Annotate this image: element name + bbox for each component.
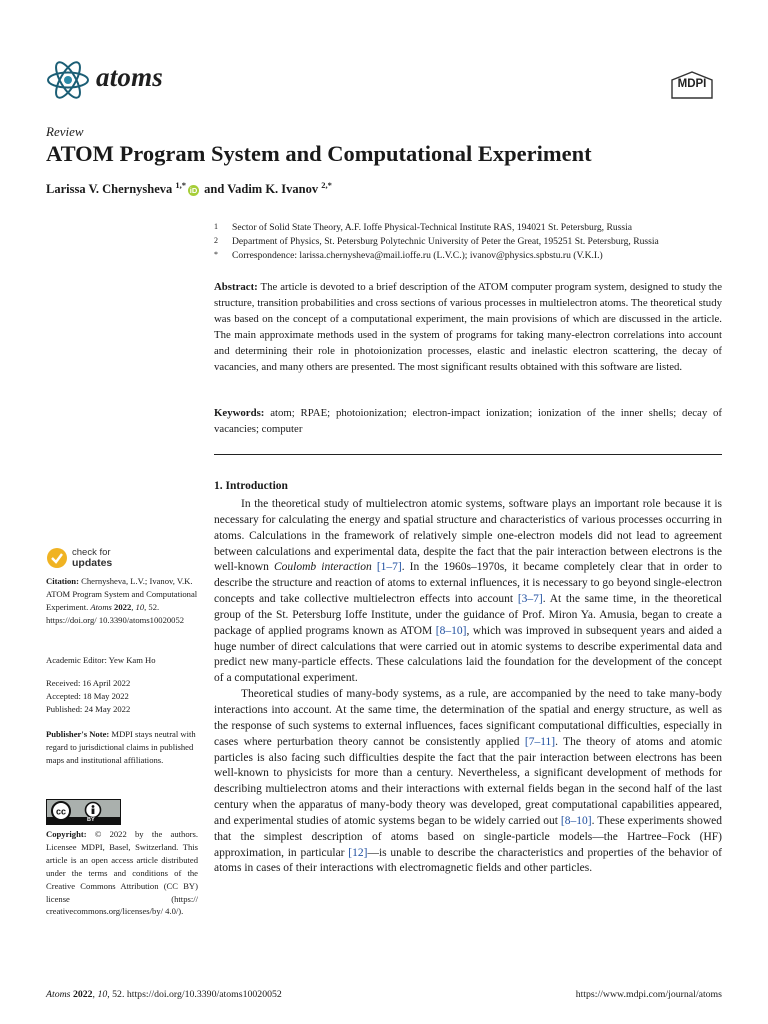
publisher-logo [668,70,716,100]
orcid-icon[interactable]: iD [189,186,198,196]
citation-link[interactable]: [12] [348,846,368,859]
check-for-label: check for [72,547,111,558]
check-for-updates-button[interactable] [46,544,166,574]
publishers-note-label: Publisher's Note: [46,729,110,739]
keywords-text: atom; RPAE; photoionization; electron-impact ionization; ionization of the inner shells; decay of vacancies; computer [214,407,723,435]
creative-commons-icon [47,800,120,824]
footer-journal-url[interactable]: https://www.mdpi.com/journal/atoms [575,989,722,1000]
paragraph-2: Theoretical studies of many-body systems, as a rule, are accompanied by the need to take many-body interactions into account. At the same time, the determination of the spatial and energy structure, as well as the response of such systems to external influences, faces significant computational difficulties, especially in cases where perturbation theory cannot be consistently applied [7–11]. The theory of atoms and atomic particles is also facing such difficulties despite the fact that the pair interaction between electrons has been well-known to physicists for more than a century. Nevertheless, a significant development of methods for describing multielectron atoms and their interactions with external fields began in the second half of the last century when the apparatus of many-body theory was developed, great computational capabilities appeared, and experimental studies of atomic systems began to be widely carried out [8–10]. These experiments showed that the simplest description of atoms based on single-particle models—the Hartree–Fock (HF) approximation, in particular [12]—is unable to describe the characteristics and properties of the behavior of atoms in cases of their interactions with electromagnetic fields and other particles. [214,688,723,875]
received-date: Received: 16 April 2022 [46,678,131,688]
author-joiner: and [204,182,225,197]
citation-label: Citation: [46,576,79,586]
journal-logo [46,60,286,100]
affiliation-text: Department of Physics, St. Petersburg Polytechnic University of Peter the Great, 195251 St. Petersburg, Russia [232,236,659,247]
published-date: Published: 24 May 2022 [46,704,131,714]
abstract-text: The article is devoted to a brief description of the ATOM computer program system, designed to study the structure, transition probabilities and cross sections of various processes in multielectron atoms. The theoretical study was based on the concept of a computational experiment, the main provisions of which are discussed in the article. The main approximate methods used in the system of programs for taking many-electron correlations into account and determining their role in photoionization processes, elastic and inelastic electron scattering, the decay of vacancies, and many others are presented. The most significant results obtained with this software are listed. [214,281,722,373]
citation-link[interactable]: [8–10] [560,814,592,827]
abstract [214,279,722,375]
citation-link[interactable]: [1–7] [376,561,402,574]
italic-term: Coulomb interaction [274,561,372,574]
journal-name: atoms [96,62,164,92]
academic-editor: Academic Editor: Yew Kam Ho [46,655,156,665]
keywords [214,405,722,437]
citation-doi[interactable]: , 52. https://doi.org/ 10.3390/atoms10020052 [46,601,185,625]
cc-by-label: BY [87,817,95,823]
affiliation-text: Sector of Solid State Theory, A.F. Ioffe Physical-Technical Institute RAS, 194021 St. Petersburg, Russia [232,222,633,233]
copyright-label: Copyright: [46,829,87,839]
cc-by-license-badge[interactable] [46,799,121,825]
copyright-block: Copyright: © 2022 by the authors. Licensee MDPI, Basel, Switzerland. This article is an open access article distributed under the terms and conditions of the Creative Commons Attribution (CC BY) license (https:// creativecommons.org/licenses/by/ 4.0/). [46,829,198,917]
publisher-name: MDPI [677,78,707,90]
publishers-note: Publisher's Note: MDPI stays neutral with regard to jurisdictional claims in published maps and institutional affiliations. [46,729,196,765]
article-title: ATOM Program System and Computational Experiment [46,141,592,166]
article-type: Review [46,124,84,139]
atom-icon [46,60,90,100]
section-divider [214,454,722,455]
author-2[interactable]: Vadim K. Ivanov [227,182,319,197]
accepted-date: Accepted: 18 May 2022 [46,691,129,701]
citation-link[interactable]: [3–7] [517,593,543,606]
author-2-sup: 2,* [321,180,332,190]
citation-journal: Atoms [90,601,112,612]
updates-label: updates [72,557,113,569]
citation-year: 2022 [114,601,132,612]
footer-doi[interactable]: , 52. https://doi.org/10.3390/atoms10020052 [107,989,282,1000]
abstract-label: Abstract: [214,281,258,293]
paragraph-1: In the theoretical study of multielectron atomic systems, software plays an important role because it is necessary for calculating the energy and spatial structure and characteristics of various processes occurring in atoms. Calculations in the framework of relatively simple one-electron models did not lead to agreement between calculations and experimental data, despite the fact that the pair interaction between electrons is the well-known Coulomb interaction [1–7]. In the 1960s–1970s, it became completely clear that in order to describe the structure and reaction of atoms to external influences, it is necessary to go beyond single-electron concepts and take collective multielectron effects into account [3–7]. At the same time, in the theoretical group of the St. Petersburg Ioffe Institute, under the guidance of Prof. Miron Ya. Amusia, began to create a package of applied programs known as ATOM [8–10], which was improved in subsequent years and aided a huge number of direct calculations that were carried out in atomic systems to describe experimental data and predict new many-particle effects. These calculations laid the foundation for the development of the concept of a computational experiment. [214,498,722,685]
affiliation-mark: 2 [214,236,218,245]
section-heading: 1. Introduction [214,480,288,492]
footer-citation: Atoms 2022, 10, 52. https://doi.org/10.3390/atoms10020052 [46,989,282,1000]
svg-text:cc: cc [55,806,67,817]
author-1-sup: 1,* [175,180,187,190]
affiliation-mark: * [214,250,218,259]
keywords-label: Keywords: [214,407,265,419]
affiliation-mark: 1 [214,222,218,231]
intro-body [214,497,722,877]
author-1[interactable]: Larissa V. Chernysheva [46,182,173,197]
citation-volume: 10 [135,601,145,612]
citation-block: Citation: Chernysheva, L.V.; Ivanov, V.K. ATOM Program System and Computational Experiment. Atoms 2022, 10, 52. https://doi.org/ 10.3390/atoms10020052 [46,576,198,625]
citation-link[interactable]: [7–11] [524,735,556,748]
citation-link[interactable]: [8–10] [435,624,467,637]
author-list [46,180,332,197]
check-for-updates-icon [46,547,68,569]
correspondence-text[interactable]: Correspondence: larissa.chernysheva@mail.ioffe.ru (L.V.C.); ivanov@physics.spbstu.ru (V.K.I.) [232,250,603,261]
